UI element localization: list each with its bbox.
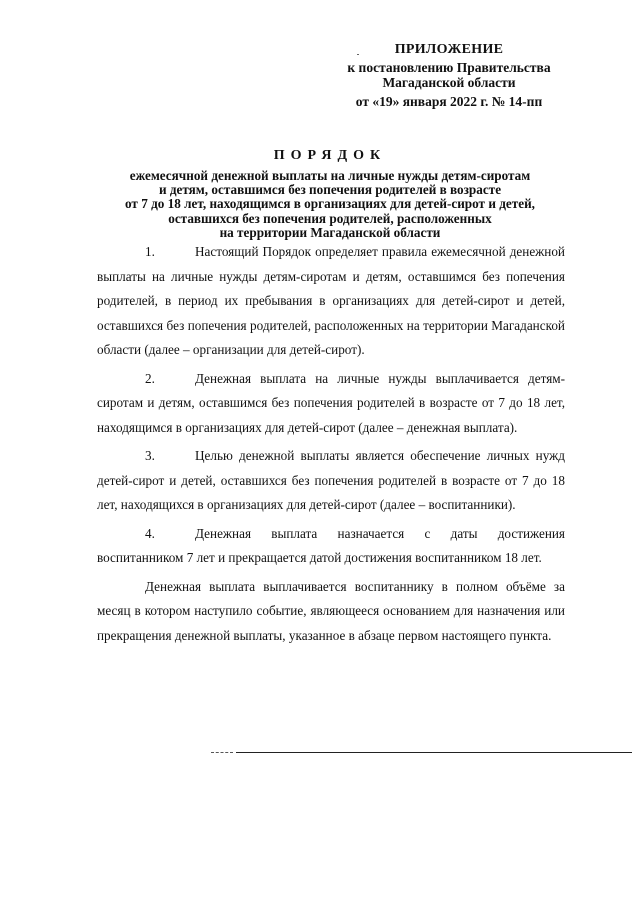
subtitle-line-3: от 7 до 18 лет, находящимся в организациях для детей-сирот и детей,: [125, 196, 535, 212]
subtitle-line-1: ежемесячной денежной выплаты на личные нужды детям-сиротам: [129, 168, 531, 183]
paragraph-text: Целью денежной выплаты является обеспечение личных нужд детей-сирот и детей, оставшихся без попечения родителей в возрасте от 7 до 18 лет, находящихся в организациях для детей-сирот (далее – воспитанники).: [97, 448, 565, 512]
paragraph-text: Настоящий Порядок определяет правила ежемесячной денежной выплаты на личные нужды детям-сиротам и детям, оставшимся без попечения родителей, в период их пребывания в организациях для детей-сирот и детей, оставшихся без попечения родителей, расположенных на территории Магаданской области (далее – организации для детей-сирот).: [97, 244, 565, 357]
document-title: ПОРЯДОК: [273, 148, 387, 163]
appendix-line-2: Магаданской области: [382, 75, 516, 90]
subtitle-line-2: и детям, оставшимся без попечения родителей в возрасте: [158, 182, 502, 198]
paragraph-4-continuation: [97, 575, 565, 649]
document-body: [97, 240, 565, 648]
paragraph-text: Денежная выплата выплачивается воспитаннику в полном объёме за месяц в котором наступило событие, являющееся основанием для назначения или прекращения денежной выплаты, указанное в абзаце первом настоящего пункта.: [97, 578, 565, 643]
appendix-block: [318, 42, 580, 109]
appendix-line-1: к постановлению Правительства: [347, 60, 551, 75]
appendix-date-line: от «19» января 2022 г. № 14-пп: [355, 94, 543, 109]
subtitle-line-4: оставшихся без попечения родителей, расположенных: [168, 210, 492, 226]
paragraph-number: 1.: [145, 244, 155, 259]
paragraph-number: 3.: [145, 448, 155, 463]
paragraph-1: [97, 240, 565, 363]
paragraph-text: Денежная выплата на личные нужды выплачивается детям-сиротам и детям, оставшимся без попечения родителей в возрасте от 7 до 18 лет, находящимся в организациях для детей-сирот (далее – денежная выплата).: [97, 370, 565, 435]
paragraph-2: [97, 367, 565, 441]
paragraph-text: Денежная выплата назначается с даты достижения воспитанником 7 лет и прекращается датой достижения воспитанником 18 лет.: [97, 525, 565, 565]
paragraph-number: 4.: [145, 525, 155, 541]
footer-dashed-rule: [211, 752, 233, 753]
paragraph-4: [97, 522, 565, 571]
subtitle-line-5: на территории Магаданской области: [219, 224, 441, 240]
document-subtitle: [80, 169, 580, 240]
paragraph-number: 2.: [145, 370, 155, 386]
paragraph-3: [97, 444, 565, 518]
footer-rule: [236, 752, 632, 753]
appendix-heading: ПРИЛОЖЕНИЕ: [394, 42, 504, 57]
